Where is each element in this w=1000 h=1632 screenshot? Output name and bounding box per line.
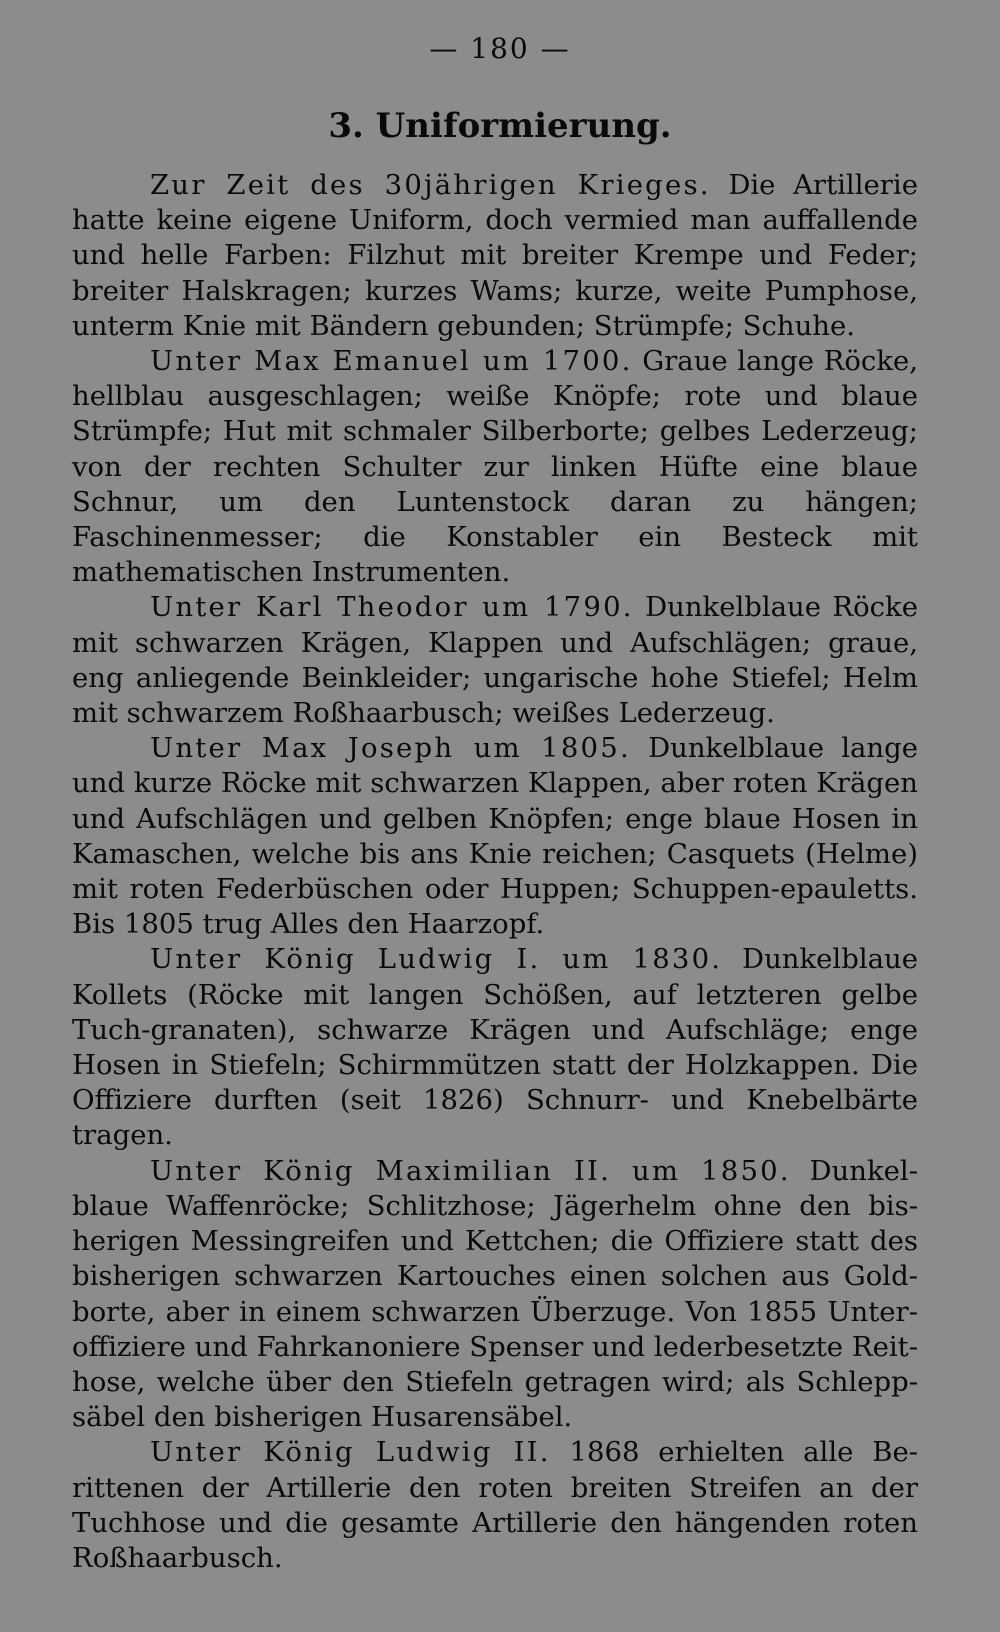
paragraph-lead: Unter Max Joseph um 1805.	[150, 732, 631, 765]
paragraph-ludwig-ii	[72, 1435, 918, 1576]
paragraph-text: Dunkelblaue lange und kurze Röcke mit schwarzen Klappen, aber roten Krägen und Aufschlägen und gelben Knöpfen; enge blaue Hosen in Kamaschen, welche bis ans Knie reichen; Casquets (Helme) mit roten Federbüschen oder Huppen; Schuppen-epauletts. Bis 1805 trug Alles den Haarzopf.	[72, 732, 918, 941]
paragraph-lead: Unter König Ludwig II.	[150, 1436, 551, 1469]
page-body	[72, 168, 918, 1576]
paragraph-lead: Unter König Maximilian II. um 1850.	[150, 1154, 791, 1187]
paragraph-text: Graue lange Röcke, hellblau ausgeschlagen; weiße Knöpfe; rote und blaue Strümpfe; Hut mit schmaler Silberborte; gelbes Lederzeug; von der rechten Schulter zur linken Hüfte eine blaue Schnur, um den Luntenstock daran zu hängen; Faschinenmesser; die Konstabler ein Besteck mit mathematischen Instrumenten.	[72, 345, 919, 589]
paragraph-lead: Zur Zeit des 30jährigen Krieges.	[150, 169, 711, 201]
paragraph-maximilian-ii	[72, 1154, 918, 1436]
paragraph-max-joseph	[72, 731, 918, 942]
paragraph-max-emanuel	[72, 344, 918, 590]
paragraph-lead: Unter Karl Theodor um 1790.	[150, 591, 634, 624]
paragraph-ludwig-i	[72, 942, 918, 1153]
paragraph-text: Dunkel-blaue Waffenröcke; Schlitzhose; Jägerhelm ohne den bis-herigen Messingreifen und Kettchen; die Offiziere statt des bisherigen schwarzen Kartouches einen solchen aus Gold-borte, aber in einem schwarzen Überzuge. Von 1855 Unter-offiziere und Fahrkanoniere Spenser und lederbesetzte Reit-hose, welche über den Stiefeln getragen wird; als Schlepp-säbel den bisherigen Husarensäbel.	[72, 1154, 918, 1434]
paragraph-text: Dunkelblaue Röcke mit schwarzen Krägen, Klappen und Aufschlägen; graue, eng anliegende Beinkleider; ungarische hohe Stiefel; Helm mit schwarzem Roßhaarbusch; weißes Lederzeug.	[72, 591, 918, 730]
section-heading: 3. Uniformierung.	[328, 106, 672, 146]
paragraph-text: 1868 erhielten alle Be-rittenen der Artillerie den roten breiten Streifen an der Tuchhose und die gesamte Artillerie den hängenden roten Roßhaarbusch.	[72, 1436, 919, 1574]
paragraph-lead: Unter König Ludwig I. um 1830.	[150, 943, 723, 976]
paragraph-text: Die Artillerie hatte keine eigene Uniform, doch vermied man auffallende und helle Farben: Filzhut mit breiter Krempe und Feder; breiter Halskragen; kurzes Wams; kurze, weite Pumphose, unterm Knie mit Bändern gebunden; Strümpfe; Schuhe.	[72, 169, 918, 342]
paragraph-text: Dunkelblaue Kollets (Röcke mit langen Schößen, auf letzteren gelbe Tuch-granaten), schwarze Krägen und Aufschläge; enge Hosen in Stiefeln; Schirmmützen statt der Holzkappen. Die Offiziere durften (seit 1826) Schnurr- und Knebelbärte tragen.	[72, 943, 918, 1152]
paragraph-karl-theodor	[72, 590, 918, 731]
paragraph-30-years-war	[72, 168, 918, 344]
page-number: — 180 —	[429, 32, 571, 65]
paragraph-lead: Unter Max Emanuel um 1700.	[150, 345, 633, 378]
